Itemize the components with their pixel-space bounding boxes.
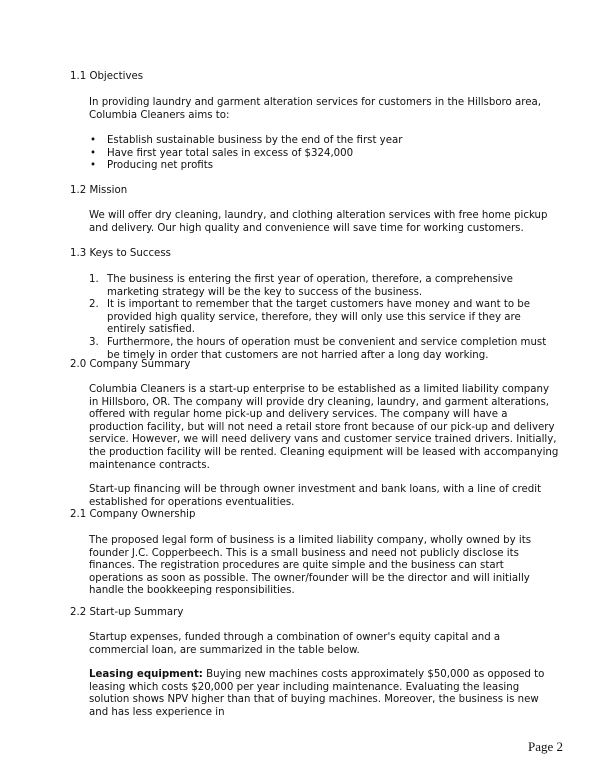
mission-text: We will offer dry cleaning, laundry, and clothing alteration services with free home pickup and delivery. Our high quality and convenience will save time for working customers. bbox=[89, 210, 548, 234]
list-item-text: The business is entering the first year of operation, therefore, a comprehensive marketing strategy will be the key to success of the business. bbox=[107, 274, 513, 298]
company-summary-section bbox=[89, 384, 559, 509]
list-item: • Establish sustainable business by the end of the first year bbox=[89, 135, 559, 148]
mission-section bbox=[89, 210, 559, 235]
section-heading-mission: 1.2 Mission bbox=[70, 185, 128, 196]
list-item: • Producing net profits bbox=[89, 160, 559, 173]
company-ownership-section bbox=[89, 535, 559, 598]
list-item-text: Furthermore, the hours of operation must be convenient and service completion must be timely in order that customers are not harried after a long day working. bbox=[107, 336, 547, 361]
startup-summary-paragraph: Startup expenses, funded through a combination of owner's equity capital and a commercial loan, are summarized in the table below. bbox=[89, 632, 501, 656]
section-heading-startup-summary: 2.2 Start-up Summary bbox=[70, 607, 184, 618]
objectives-intro: In providing laundry and garment alteration services for customers in the Hillsboro area, Columbia Cleaners aims to: bbox=[89, 97, 541, 121]
section-heading-keys-to-success: 1.3 Keys to Success bbox=[70, 248, 171, 259]
list-item: • Have first year total sales in excess of $324,000 bbox=[89, 148, 559, 161]
leasing-paragraph bbox=[89, 669, 559, 719]
leasing-lead: Leasing equipment: bbox=[89, 669, 203, 681]
list-item-text: It is important to remember that the target customers have money and want to be provided high quality service, therefore, they will only use this service if they are entirely satisfied. bbox=[107, 299, 531, 336]
page-number: Page 2 bbox=[528, 739, 564, 754]
list-item bbox=[89, 299, 559, 337]
list-item bbox=[89, 274, 559, 299]
objectives-list bbox=[89, 135, 559, 173]
list-item-number: 1. bbox=[89, 274, 99, 285]
keys-list bbox=[89, 274, 559, 362]
list-item-number: 3. bbox=[89, 336, 99, 348]
financing-paragraph: Start-up financing will be through owner investment and bank loans, with a line of credit established for operations eventualities. bbox=[89, 484, 542, 508]
company-summary-paragraph: Columbia Cleaners is a start-up enterprise to be established as a limited liability company in Hillsboro, OR. The company will provide dry cleaning, laundry, and garment alterations, offered with regular home pick-up and delivery services. The company will have a production facility, but will not need a retail store front because of our pick-up and delivery service. However, we will need delivery vans and customer service trained drivers. Initially, the production facility will be rented. Cleaning equipment will be leased with accompanying maintenance contracts. bbox=[89, 384, 559, 471]
startup-summary-section bbox=[89, 632, 559, 720]
section-heading-company-ownership: 2.1 Company Ownership bbox=[70, 509, 196, 520]
leasing-text: Buying new machines costs approximately $50,000 as opposed to leasing which costs $20,000 per year including maintenance. Evaluating the leasing solution shows NPV higher than that of buying machines. Moreover, the business is new and has less experience in bbox=[89, 669, 545, 718]
ownership-paragraph: The proposed legal form of business is a limited liability company, wholly owned by its founder J.C. Copperbeech. This is a small business and need not publicly disclose its finances. The registration procedures are quite simple and the business can start operations as soon as possible. The owner/founder will be the director and will initially handle the bookkeeping responsibilities. bbox=[89, 535, 531, 597]
section-heading-objectives: 1.1 Objectives bbox=[70, 71, 144, 82]
section-heading-company-summary: 2.0 Company Summary bbox=[70, 359, 191, 370]
keys-to-success-section bbox=[89, 274, 559, 362]
list-item-number: 2. bbox=[89, 299, 99, 311]
objectives-section bbox=[89, 97, 559, 173]
